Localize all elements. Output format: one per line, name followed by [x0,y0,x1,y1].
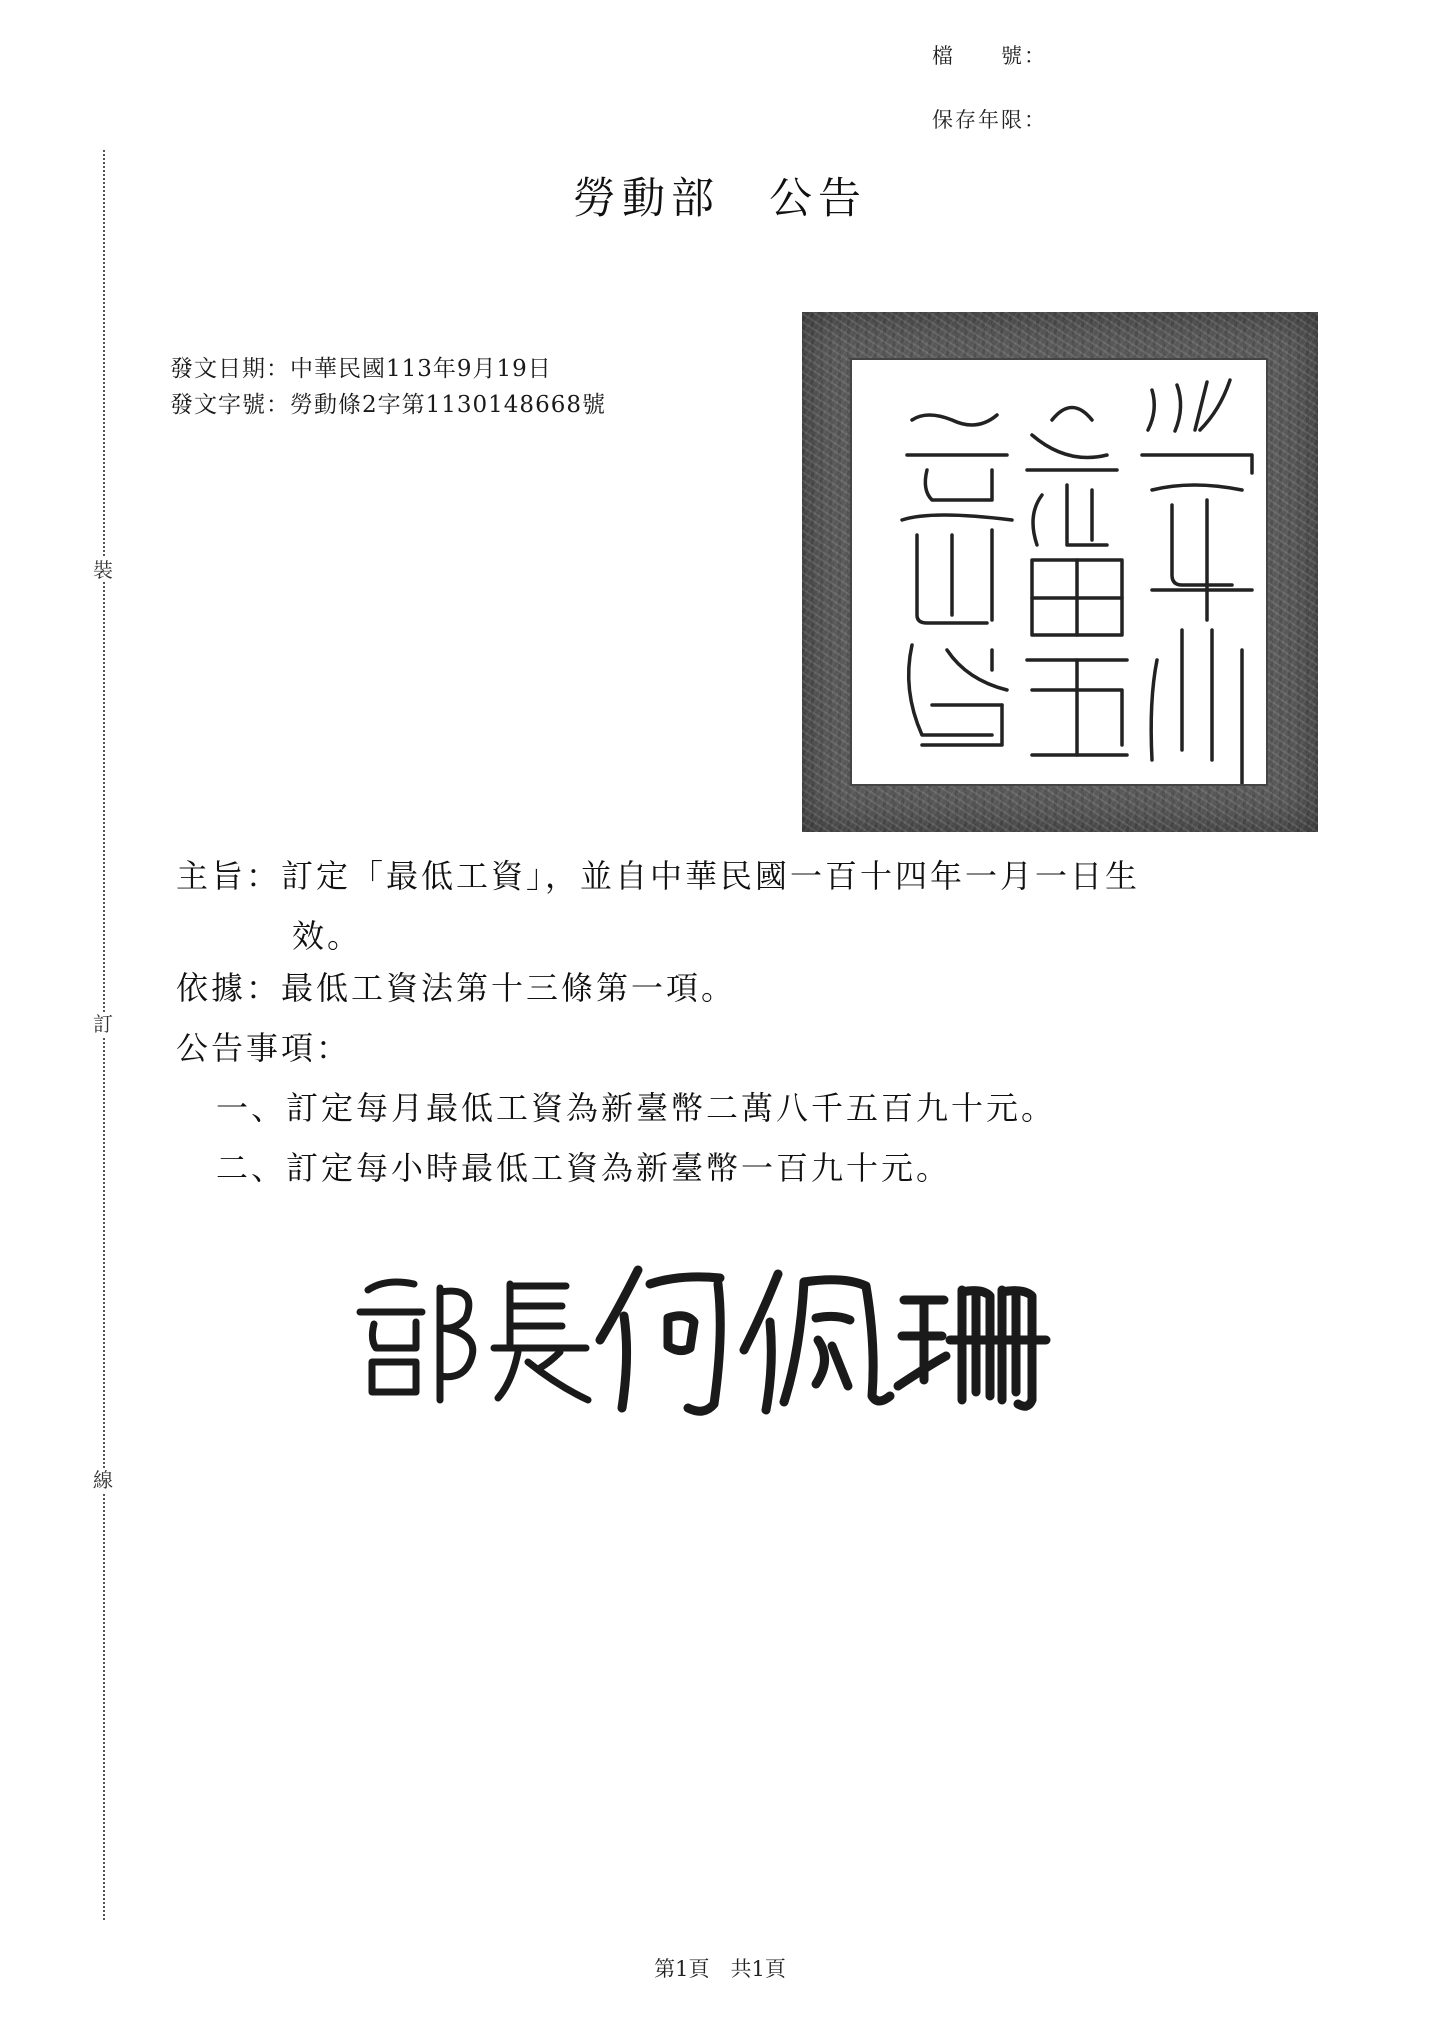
legal-basis: 依據：最低工資法第十三條第一項。 [176,969,737,1007]
binding-mark-3: 線 [93,1468,113,1492]
official-seal-icon [802,312,1318,832]
page-title: 勞動部 公告 [573,174,867,224]
file-number-label: 檔 號： [932,44,1047,68]
subject-line-2: 效。 [292,917,363,955]
binding-mark-2: 訂 [93,1012,113,1036]
retention-period-label: 保存年限： [932,108,1047,132]
page-number: 第1頁 共1頁 [654,1957,786,1981]
minister-signature-icon [338,1240,1058,1420]
document-reference-number: 發文字號：勞動條2字第1130148668號 [170,392,606,418]
announcement-item-1: 一、訂定每月最低工資為新臺幣二萬八千五百九十元。 [216,1089,1057,1127]
issue-date: 發文日期：中華民國113年9月19日 [170,356,552,382]
announcement-item-2: 二、訂定每小時最低工資為新臺幣一百九十元。 [216,1149,952,1187]
announcement-items-heading: 公告事項： [176,1029,352,1067]
subject-line-1: 主旨：訂定「最低工資」，並自中華民國一百十四年一月一日生 [176,857,1141,895]
binding-mark-1: 裝 [93,558,113,582]
